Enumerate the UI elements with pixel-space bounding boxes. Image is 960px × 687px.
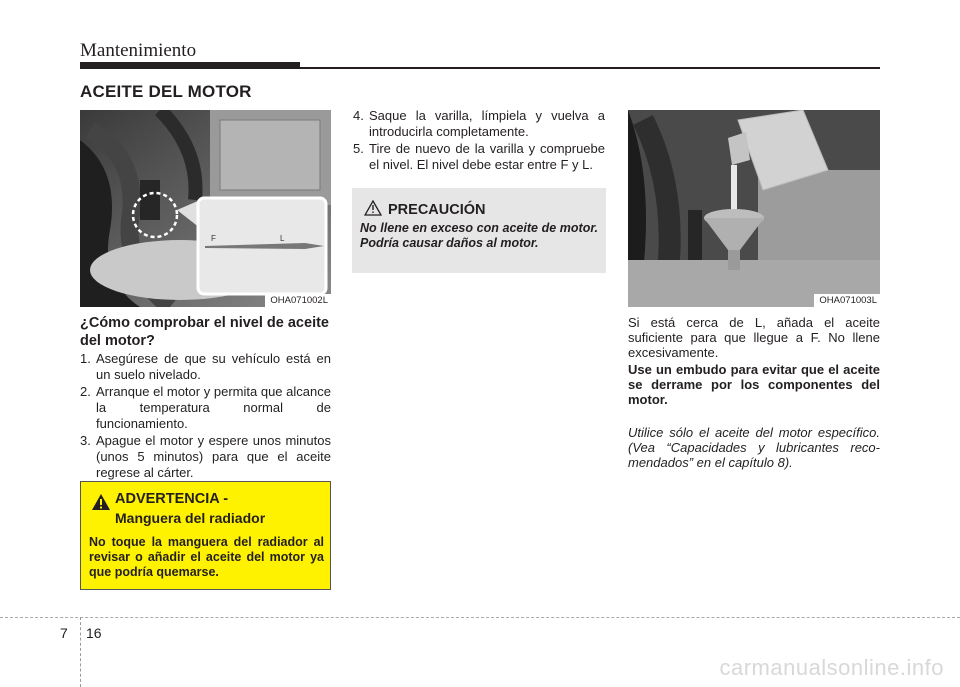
- dipstick-f-mark: F: [211, 234, 216, 243]
- warning-box: [80, 481, 331, 590]
- section-title: ACEITE DEL MOTOR: [80, 82, 252, 101]
- header-divider-thick: [80, 62, 300, 69]
- list-item: 2. Arranque el motor y permita que alcance la temperatura normal de funcionamiento.: [80, 384, 331, 431]
- refill-paragraph: Si está cerca de L, añada el aceite suficiente para que llegue a F. No llene excesivamente.: [628, 315, 880, 360]
- page-number: 16: [86, 625, 102, 641]
- caution-box: [352, 188, 606, 273]
- oil-fill-photo: [628, 110, 880, 307]
- caution-text: No llene en exceso con aceite de motor. Podría causar daños al motor.: [360, 221, 598, 250]
- image-label-left: OHA071002L: [265, 294, 331, 307]
- footer-vertical-divider: [80, 617, 82, 687]
- header-divider-thin: [300, 67, 880, 69]
- warning-text: No toque la manguera del radiador al revisar o añadir el aceite del motor ya que podría quemarse.: [89, 535, 324, 579]
- page-header-title: Mantenimiento: [80, 40, 197, 61]
- dipstick-photo: [80, 110, 331, 307]
- steps-list-left: [80, 351, 331, 482]
- funnel-paragraph: Use un embudo para evitar que el aceite se derrame por los componentes del motor.: [628, 362, 880, 407]
- footer-divider: [0, 617, 960, 618]
- watermark: carmanualsonline.info: [719, 655, 944, 680]
- dipstick-l-mark: L: [280, 234, 285, 243]
- chapter-number: 7: [60, 625, 68, 641]
- warning-triangle-icon: [91, 493, 111, 511]
- caution-title: PRECAUCIÓN: [388, 202, 486, 218]
- warning-title: ADVERTENCIA -: [115, 491, 229, 507]
- check-heading: ¿Cómo comprobar el nivel de aceite del motor?: [80, 315, 329, 349]
- list-item: 1. Asegúrese de que su vehículo está en un suelo nivelado.: [80, 351, 331, 382]
- list-item: 3. Apague el motor y espere unos minutos (unos 5 minutos) para que el aceite regrese al cárter.: [80, 433, 331, 480]
- caution-triangle-icon: [364, 200, 382, 216]
- warning-subtitle: Manguera del radiador: [115, 510, 266, 526]
- oil-spec-paragraph: Utilice sólo el aceite del motor específico. (Vea “Capacidades y lubricantes reco-mendados” en el capítulo 8).: [628, 425, 880, 470]
- steps-list-middle: [353, 108, 605, 174]
- list-item: 5. Tire de nuevo de la varilla y compruebe el nivel. El nivel debe estar entre F y L.: [353, 141, 605, 172]
- list-item: 4. Saque la varilla, límpiela y vuelva a introducirla completamente.: [353, 108, 605, 139]
- image-label-right: OHA071003L: [814, 294, 880, 307]
